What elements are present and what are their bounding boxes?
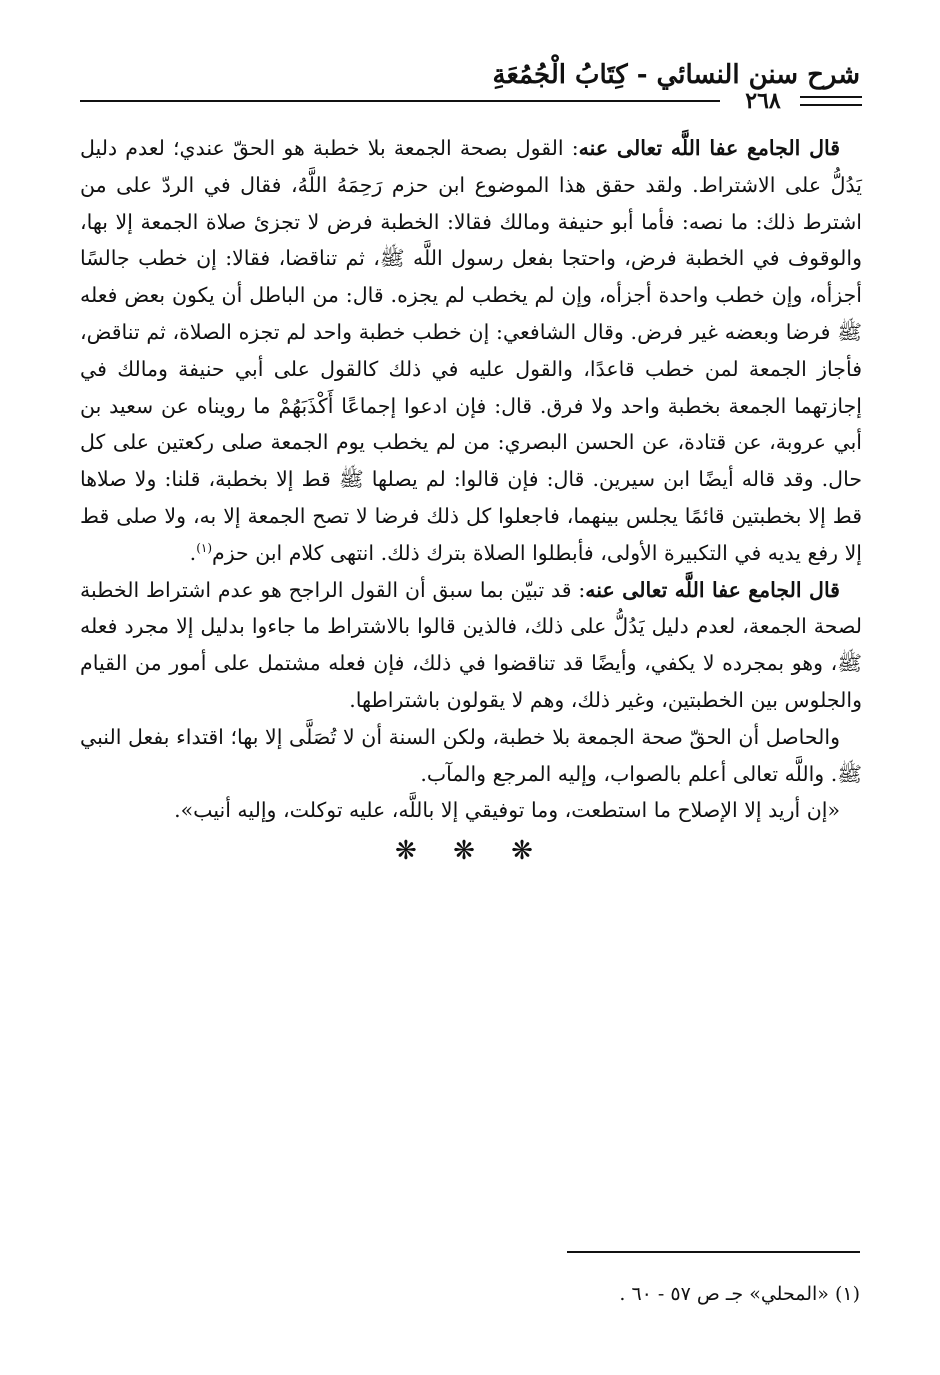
running-header-title: شرح سنن النسائي - كِتَابُ الْجُمُعَةِ [492,60,860,90]
paragraph-3 [80,719,862,793]
paragraph-1-text: : القول بصحة الجمعة بلا خطبة هو الحقّ عندي؛ لعدم دليل يَدُلُّ على الاشتراط. ولقد حقق هذا الموضوع ابن حزم رَحِمَهُ اللَّهُ، فقال في الردّ على من اشترط ذلك: ما نصه: فأما أبو حنيفة ومالك فقالا: الخطبة فرض لا تجزئ صلاة الجمعة إلا بها، والوقوف في الخطبة فرض، واحتجا بفعل رسول اللَّه ﷺ، ثم تناقضا، فقالا: إن خطب جالسًا أجزأه، وإن خطب واحدة أجزأه، وإن لم يخطب لم يجزه. قال: من الباطل أن يكون بعض فعله ﷺ فرضا وبعضه غير فرض. وقال الشافعي: إن خطب خطبة واحد لم تجزه الصلاة، ثم تناقض، فأجاز الجمعة لمن خطب قاعدًا، والقول عليه في ذلك كالقول على أبي حنيفة ومالك في إجازتهما الجمعة بخطبة واحد ولا فرق. قال: فإن ادعوا إجماعًا أَكْذَبَهُمْ ما رويناه عن سعيد بن أبي عروبة، عن قتادة، عن الحسن البصري: من لم يخطب يوم الجمعة صلى ركعتين على كل حال. وقد قاله أيضًا ابن سيرين. قال: فإن قالوا: لم يصلها ﷺ قط إلا بخطبة، قلنا: ولا صلاها قط إلا بخطبتين قائمًا يجلس بينهما، فاجعلوا كل ذلك فرضا لا تصح الجمعة إلا به، ولا صلى قط إلا رفع يديه في التكبيرة الأولى، فأبطلوا الصلاة بترك ذلك. انتهى كلام ابن حزم [80,136,862,565]
paragraph-4 [80,792,862,829]
header-rule [80,100,720,102]
section-separator: ❋ ❋ ❋ [395,836,547,867]
footnote-rule [567,1251,860,1253]
paragraph-1-tail: . [189,540,197,565]
page-number: ٢٦٨ [745,88,781,114]
paragraph-1 [80,130,862,572]
paragraph-4-text: «إن أريد إلا الإصلاح ما استطعت، وما توفيقي إلا باللَّه، عليه توكلت، وإليه أنيب». [174,798,840,823]
paragraph-1-lead: قال الجامع عفا اللَّه تعالى عنه [578,136,841,160]
paragraph-2-lead: قال الجامع عفا اللَّه تعالى عنه [585,577,840,602]
header-double-rule [800,96,862,106]
paragraph-2-text: : قد تبيّن بما سبق أن القول الراجح هو عدم اشتراط الخطبة لصحة الجمعة، لعدم دليل يَدُلُّ على ذلك، فالذين قالوا بالاشتراط ما جاءوا بدليل إلا مجرد فعله ﷺ، وهو بمجرده لا يكفي، وأيضًا قد تناقضوا في ذلك، فإن فعله مشتمل على أمور من القيام والجلوس بين الخطبتين، وغير ذلك، وهم لا يقولون باشتراطها. [80,577,862,712]
footnote-reference: (١) [196,540,213,555]
paragraph-2 [80,572,862,719]
paragraph-3-text: والحاصل أن الحقّ صحة الجمعة بلا خطبة، ولكن السنة أن لا تُصَلَّى إلا بها؛ اقتداء بفعل النبي ﷺ. واللَّه تعالى أعلم بالصواب، وإليه المرجع والمآب. [80,724,862,786]
body-text [80,130,862,870]
footnote-1: (١) «المحلي» جـ ص ٥٧ - ٦٠ . [619,1283,860,1305]
